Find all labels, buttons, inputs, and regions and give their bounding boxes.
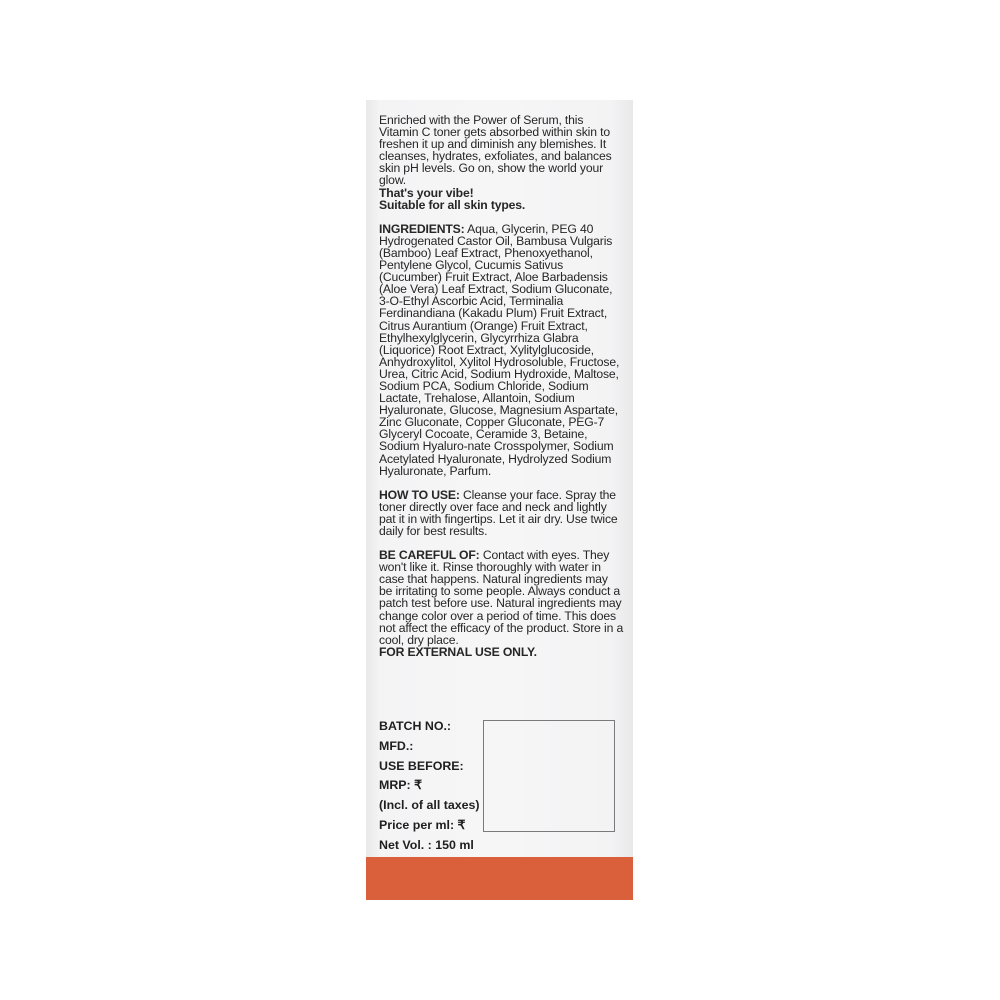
batch-number-label: BATCH NO.:	[379, 719, 452, 733]
product-label-panel	[366, 100, 633, 900]
use-before-label: USE BEFORE:	[379, 758, 464, 773]
orange-color-band	[366, 857, 633, 900]
suitability-note: Suitable for all skin types.	[379, 197, 526, 212]
ingredients-heading: INGREDIENTS:	[379, 221, 465, 236]
caution-text: Contact with eyes. They won't like it. Rinse thoroughly with water in case that happens. Natural ingredients may be irritating to some people. Always conduct a patch test before use. Natural ingredients may change color over a period of time. This does not affect the efficacy of the product. Store in a cool, dry place.	[379, 548, 624, 647]
tagline: That's your vibe!	[379, 185, 474, 200]
how-to-use-text: Cleanse your face. Spray the toner directly over face and neck and lightly pat it in with fingertips. Let it air dry. Use twice daily for best results.	[379, 487, 618, 538]
intro-paragraph	[379, 114, 624, 187]
intro-text: Enriched with the Power of Serum, this Vitamin C toner gets absorbed within skin to freshen it up and diminish any blemishes. It cleanses, hydrates, exfoliates, and balances skin pH levels. Go on, show the world your glow.	[379, 113, 612, 188]
how-to-use-paragraph	[379, 489, 624, 537]
mfd-label: MFD.:	[379, 738, 414, 753]
ingredients-text: Aqua, Glycerin, PEG 40 Hydrogenated Castor Oil, Bambusa Vulgaris (Bamboo) Leaf Extract, Phenoxyethanol, Pentylene Glycol, Cucumis Sativus (Cucumber) Fruit Extract, Aloe Barbadensis (Aloe Vera) Leaf Extract, Sodium Gluconate, 3-O-Ethyl Ascorbic Acid, Terminalia Ferdinandiana (Kakadu Plum) Fruit Extract, Citrus Aurantium (Orange) Fruit Extract, Ethylhexylglycerin, Glycyrrhiza Glabra (Liquorice) Root Extract, Xylitylglucoside, Anhydroxylitol, Xylitol Hydrosoluble, Fructose, Urea, Citric Acid, Sodium Hydroxide, Maltose, Sodium PCA, Sodium Chloride, Sodium Lactate, Trehalose, Allantoin, Sodium Hyaluronate, Glucose, Magnesium Aspartate, Zinc Gluconate, Copper Gluconate, PEG-7 Glyceryl Cocoate, Ceramide 3, Betaine, Sodium Hyaluro-nate Crosspolymer, Sodium Acetylated Hyaluronate, Hydrolyzed Sodium Hyaluronate, Parfum.	[379, 221, 620, 478]
caution-paragraph	[379, 549, 624, 646]
label-text-content	[379, 114, 624, 658]
mrp-label: MRP: ₹	[379, 778, 422, 793]
caution-heading: BE CAREFUL OF:	[379, 548, 480, 563]
how-to-use-heading: HOW TO USE:	[379, 487, 460, 502]
price-per-ml-label: Price per ml: ₹	[379, 817, 466, 832]
batch-stamp-box	[483, 720, 615, 832]
taxes-note: (Incl. of all taxes)	[379, 798, 480, 813]
external-use-note: FOR EXTERNAL USE ONLY.	[379, 644, 537, 659]
net-volume-label: Net Vol. : 150 ml	[379, 837, 474, 852]
ingredients-paragraph	[379, 223, 624, 477]
